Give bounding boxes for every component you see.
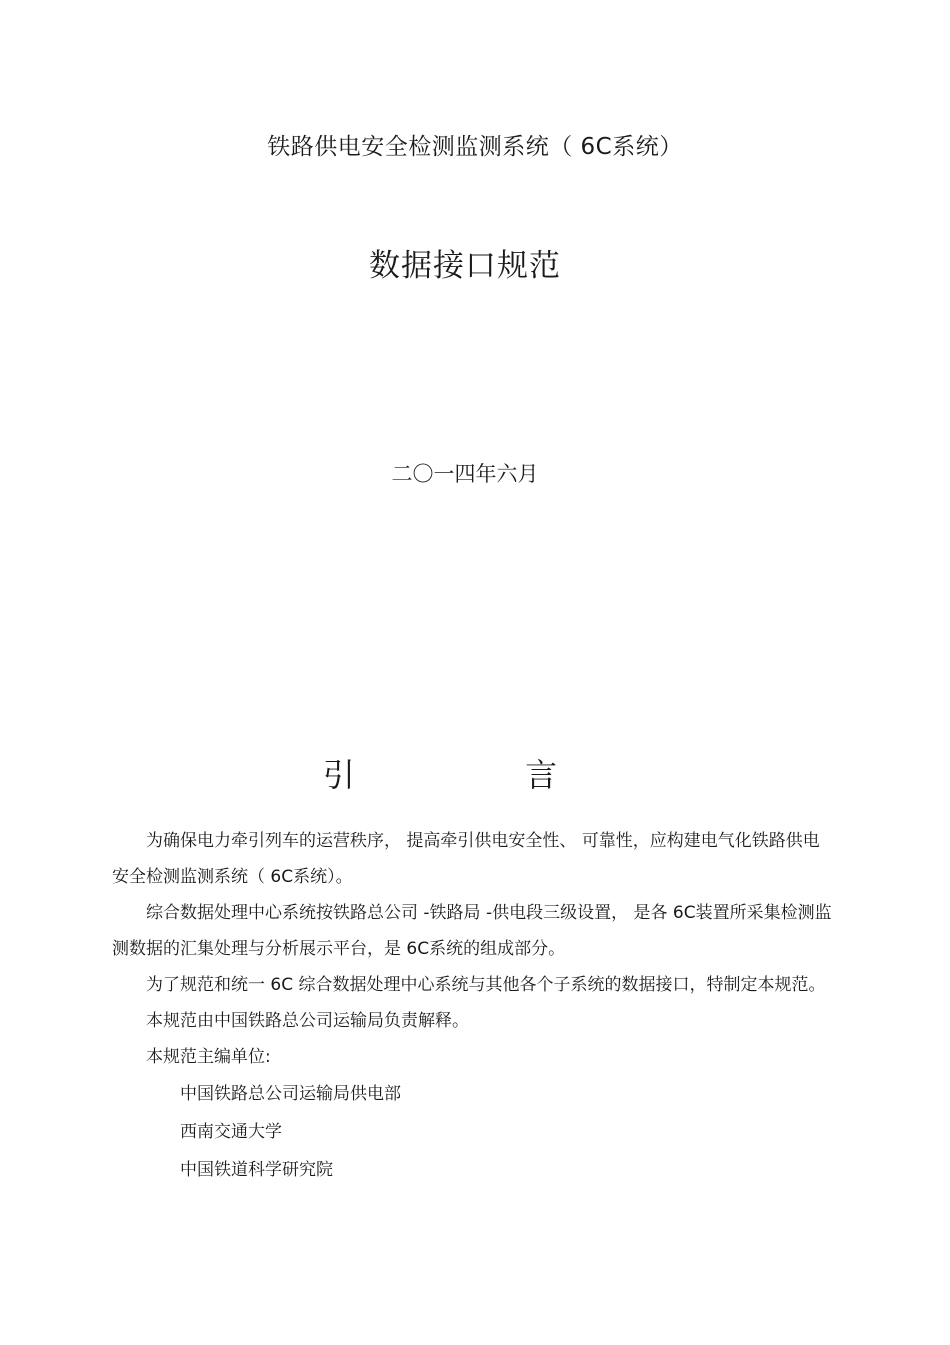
editor-unit-1: 中国铁路总公司运输局供电部 <box>180 1084 401 1104</box>
intro-paragraph-2: 综合数据处理中心系统按铁路总公司 -铁路局 -供电段三级设置， 是各 6C装置所采集检测监测数据的汇集处理与分析展示平台，是 6C系统的组成部分。 <box>112 903 832 959</box>
editor-unit-3: 中国铁道科学研究院 <box>180 1160 333 1180</box>
intro-paragraph-3: 为了规范和统一 6C 综合数据处理中心系统与其他各个子系统的数据接口，特制定本规范。 <box>146 975 826 995</box>
cover-subtitle: 数据接口规范 <box>369 248 561 284</box>
intro-paragraph-5: 本规范主编单位: <box>146 1047 271 1067</box>
intro-body <box>112 823 832 1189</box>
intro-paragraph-4: 本规范由中国铁路总公司运输局负责解释。 <box>146 1011 469 1031</box>
editor-unit-2: 西南交通大学 <box>180 1122 282 1142</box>
intro-paragraph-1: 为确保电力牵引列车的运营秩序， 提高牵引供电安全性、 可靠性，应构建电气化铁路供电安全检测监测系统（ 6C系统）。 <box>112 831 820 887</box>
section-heading-intro: 引 言 <box>322 756 608 794</box>
cover-date: 二〇一四年六月 <box>391 462 539 486</box>
cover-title: 铁路供电安全检测监测系统（ 6C系统） <box>267 134 683 160</box>
